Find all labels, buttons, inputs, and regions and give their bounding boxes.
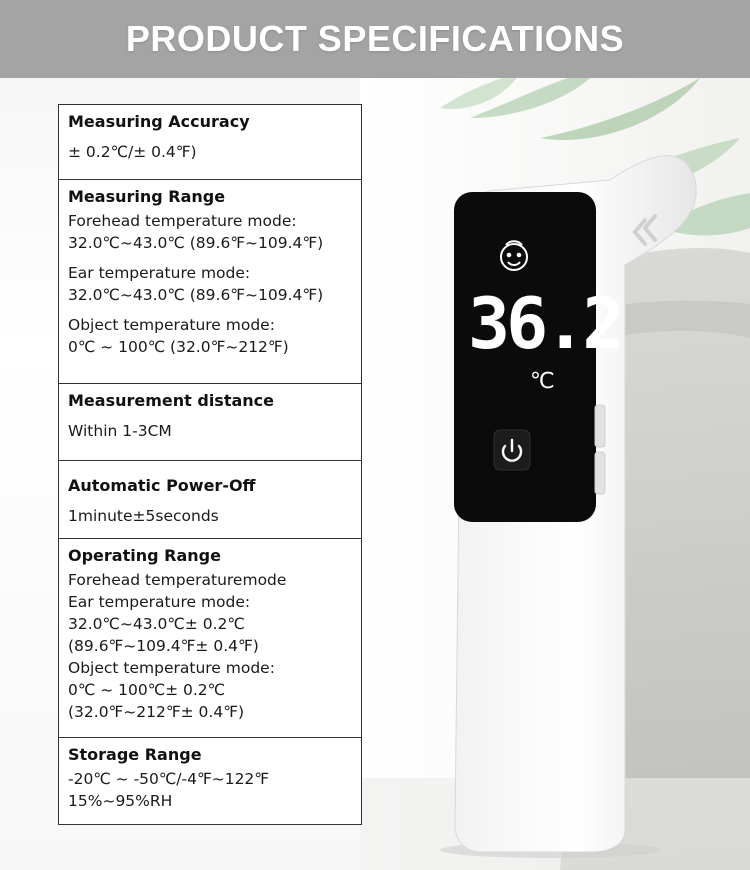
page-title: PRODUCT SPECIFICATIONS	[125, 18, 625, 59]
spec-row-measuring-range	[59, 179, 361, 383]
spec-title: Measuring Range	[68, 187, 226, 206]
spec-row-accuracy	[59, 105, 361, 179]
header-bar	[0, 0, 750, 78]
spec-value: ± 0.2℃/± 0.4℉)	[68, 143, 197, 161]
spec-value: Forehead temperature mode:	[68, 212, 297, 230]
thermometer-device	[440, 140, 710, 860]
spec-value: Object temperature mode:	[68, 316, 275, 334]
spec-value: Object temperature mode:	[68, 659, 275, 677]
spec-row-power-off	[59, 460, 361, 538]
spec-value: Forehead temperaturemode	[68, 571, 287, 589]
spec-value: Ear temperature mode:	[68, 593, 251, 611]
spec-value: (89.6℉~109.4℉± 0.4℉)	[68, 637, 259, 655]
reading-text: 36.2	[468, 283, 621, 365]
temperature-reading	[468, 283, 621, 365]
spec-title: Operating Range	[68, 546, 221, 565]
spec-value: Within 1-3CM	[68, 422, 172, 440]
spec-value: 0℃ ~ 100℃ (32.0℉~212℉)	[68, 338, 289, 356]
power-icon	[494, 430, 530, 470]
spec-value: -20℃ ~ -50℃/-4℉~122℉	[68, 770, 270, 788]
spec-title: Automatic Power-Off	[68, 476, 256, 495]
spec-value: (32.0℉~212℉± 0.4℉)	[68, 703, 244, 721]
spec-value: 32.0℃~43.0℃ (89.6℉~109.4℉)	[68, 286, 324, 304]
spec-row-storage-range	[59, 737, 361, 824]
spec-row-distance	[59, 383, 361, 460]
spec-title: Measuring Accuracy	[68, 112, 250, 131]
spec-value: 1minute±5seconds	[68, 507, 219, 525]
spec-value: Ear temperature mode:	[68, 264, 251, 282]
spec-value: 32.0℃~43.0℃ (89.6℉~109.4℉)	[68, 234, 324, 252]
reading-unit: ℃	[530, 369, 555, 394]
spec-title: Storage Range	[68, 745, 202, 764]
spec-row-operating-range	[59, 538, 361, 737]
spec-value: 0℃ ~ 100℃± 0.2℃	[68, 681, 226, 699]
spec-value: 32.0℃~43.0℃± 0.2℃	[68, 615, 245, 633]
spec-table	[58, 104, 362, 825]
spec-title: Measurement distance	[68, 391, 274, 410]
spec-value: 15%~95%RH	[68, 792, 173, 810]
